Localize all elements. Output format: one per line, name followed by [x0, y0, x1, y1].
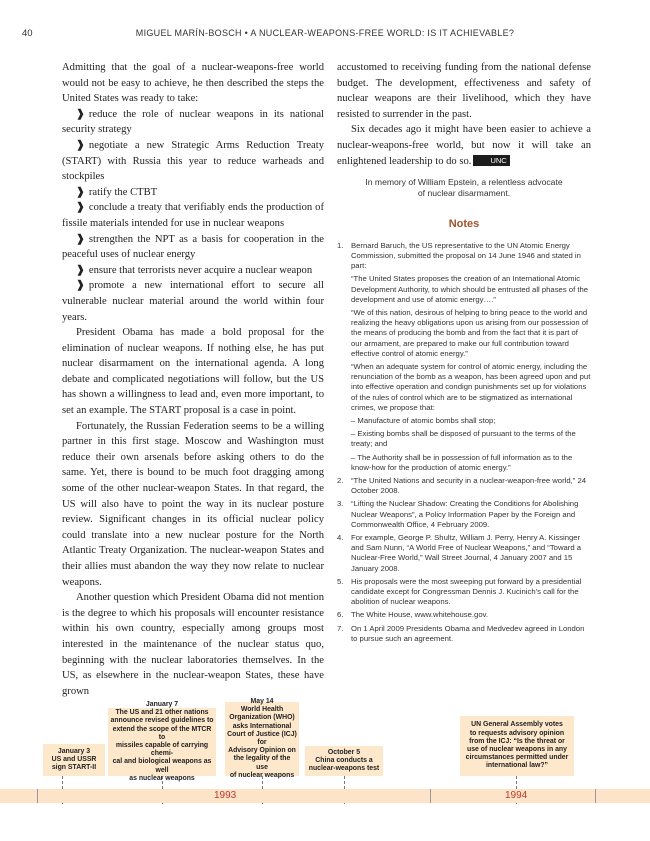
timeline-year: 1993	[214, 790, 237, 801]
note-item	[337, 610, 591, 620]
note-number: 6.	[337, 610, 344, 620]
list-item	[62, 138, 324, 185]
note-item	[337, 429, 591, 449]
note-number: 7.	[337, 623, 344, 633]
note-text: “The United States proposes the creation of an International Atomic Development Authority, to which should be entrusted all phases of the development and use of atomic energy….”	[351, 274, 589, 304]
bullet-icon: ❱	[76, 233, 85, 245]
note-text: The White House, www.whitehouse.gov.	[351, 610, 489, 620]
timeline-tick	[37, 789, 38, 803]
note-number: 2.	[337, 476, 344, 486]
note-text: – Manufacture of atomic bombs shall stop;	[351, 416, 496, 425]
paragraph: Admitting that the goal of a nuclear-weapons-free world would not be easy to achieve, he then described the steps the United States was ready to take:	[62, 62, 324, 105]
note-item	[337, 577, 591, 608]
note-item	[337, 362, 591, 413]
paragraph	[337, 122, 591, 169]
note-item	[337, 453, 591, 473]
note-text: “When an adequate system for control of atomic energy, including the renunciation of the bomb as a weapon, has been agreed upon and put into effective operation and condign punishments set up for violations of the rules of control which are to be stigmatized as international crimes, we propose that:	[351, 361, 591, 412]
page-number: 40	[22, 28, 33, 39]
notes-heading: Notes	[448, 218, 480, 231]
note-text: – The Authority shall be in possession of full information as to the know-how for the production of atomic energy.”	[351, 452, 573, 472]
paragraph: President Obama has made a bold proposal for the elimination of nuclear weapons. If nothing else, he has put nuclear disarmament on the international agenda. A long debate and complicated negotiations will follow, but the US has shown a willingness to lead and, even more important, to set an example. The START proposal is a case in point.	[62, 327, 324, 417]
unc-badge: UNC	[473, 155, 509, 166]
bullet-icon: ❱	[76, 108, 85, 120]
paragraph: Another question which President Obama did not mention is the degree to which his proposals will encounter resistance within his own country, especially among groups most interested in the maintenance of the nuclear status quo, beginning with the nuclear laboratories themselves. In the US, as elsewhere in the nuclear-weapon States, these have grown	[62, 592, 324, 697]
timeline-event-text: October 5 China conducts a nuclear-weapons test	[308, 748, 380, 773]
bullet-icon: ❱	[76, 186, 85, 198]
timeline-band	[0, 789, 650, 803]
bullet-icon: ❱	[76, 264, 85, 276]
running-head: MIGUEL MARÍN-BOSCH • A NUCLEAR-WEAPONS-FREE WORLD: IS IT ACHIEVABLE?	[135, 28, 515, 38]
note-item	[337, 241, 591, 272]
note-number: 5.	[337, 576, 344, 586]
bullet-icon: ❱	[76, 139, 85, 151]
paragraph-text: Six decades ago it might have been easier to achieve a nuclear-weapons-free world, but now it will take an enlightened leadership to do so.	[337, 124, 591, 167]
list-item-text: reduce the role of nuclear weapons in its national security strategy	[62, 108, 324, 136]
note-text: On 1 April 2009 Presidents Obama and Medvedev agreed in London to pursue such an agreement.	[351, 623, 585, 643]
timeline-event	[460, 716, 574, 776]
note-item	[337, 416, 591, 426]
timeline-event-text: January 7 The US and 21 other nations announce revised guidelines to extend the scope of the MTCR to missiles capable of carrying chemi- cal and biological weapons as well as nuclear weapons	[110, 700, 214, 782]
note-text: “Lifting the Nuclear Shadow: Creating the Conditions for Abolishing Nuclear Weapons”, a Policy Information Paper by the Foreign and Commonwealth Office, 4 February 2009.	[351, 499, 579, 529]
note-text: “We of this nation, desirous of helping to bring peace to the world and realizing the heavy obligations upon us arising from our possession of the means of producing the bomb and from the fact that it is part of our armament, are prepared to make our full contribution toward effective control of atomic energy.”	[351, 307, 589, 358]
list-item	[62, 263, 324, 279]
list-item	[62, 185, 324, 201]
list-item-text: promote a new international effort to secure all vulnerable nuclear material around the world within four years.	[62, 280, 324, 323]
dedication-line: of nuclear disarmament.	[417, 188, 511, 199]
note-text: His proposals were the most sweeping put forward by a presidential candidate except for Congressman Dennis J. Kucinich’s call for the abolition of nuclear weapons.	[351, 576, 582, 607]
right-column	[337, 60, 591, 647]
timeline-tick	[595, 789, 596, 803]
note-text: – Existing bombs shall be disposed of pursuant to the terms of the treaty; and	[351, 429, 576, 449]
timeline-event	[43, 744, 105, 776]
list-item	[62, 278, 324, 325]
timeline-event-text: January 3 US and USSR sign START-II	[51, 747, 97, 772]
list-item	[62, 107, 324, 138]
note-item	[337, 308, 591, 359]
timeline-tick	[430, 789, 431, 803]
list-item-text: strengthen the NPT as a basis for cooperation in the peaceful uses of nuclear energy	[62, 233, 324, 261]
note-item	[337, 499, 591, 530]
dedication	[337, 177, 591, 199]
bullet-icon: ❱	[76, 280, 85, 292]
note-number: 1.	[337, 240, 344, 250]
timeline-event-text: May 14 World Health Organization (WHO) asks International Court of Justice (ICJ) for Advisory Opinion on the legality of the use of nuclear weapons	[227, 697, 297, 779]
note-item	[337, 533, 591, 574]
timeline-event	[225, 697, 299, 779]
list-item-text: negotiate a new Strategic Arms Reduction Treaty (START) with Russia this year to reduce warheads and stockpiles	[62, 139, 324, 183]
note-number: 3.	[337, 499, 344, 509]
paragraph: accustomed to receiving funding from the national defense budget. The development, effectiveness and safety of nuclear weapons are their livelihood, which they have resisted to surrender in the past.	[337, 62, 591, 120]
list-item	[62, 200, 324, 231]
list-item-text: ratify the CTBT	[88, 186, 158, 198]
left-column	[62, 60, 324, 699]
note-text: “The United Nations and security in a nuclear-weapon-free world,” 24 October 2008.	[351, 476, 587, 496]
note-item	[337, 476, 591, 496]
timeline-event	[108, 700, 216, 782]
bullet-icon: ❱	[76, 202, 85, 214]
note-item	[337, 274, 591, 305]
list-item	[62, 232, 324, 263]
note-item	[337, 624, 591, 644]
note-text: Bernard Baruch, the US representative to the UN Atomic Energy Commission, submitted the proposal on 14 June 1946 and stated in part:	[351, 240, 581, 271]
list-item-text: conclude a treaty that verifiably ends the production of fissile materials intended for use in nuclear weapons	[62, 202, 324, 229]
paragraph: Fortunately, the Russian Federation seems to be a willing partner in this first stage. Moscow and Washington must reduce their own arsenals before asking others to do the same. Yet, there is bound to be much foot dragging among some of the other nuclear-weapon States. In that regard, the US will also have to point the way in its nuclear posture review. Significant changes in its official nuclear policy could translate into a new nuclear posture for the North Atlantic Treaty Organization. The nuclear-weapon States and their allies must abandon the way they now relate to nuclear weapons.	[62, 420, 324, 588]
note-number: 4.	[337, 533, 344, 543]
timeline-year: 1994	[505, 790, 528, 801]
timeline-event	[305, 746, 383, 776]
dedication-line: In memory of William Epstein, a relentless advocate	[365, 177, 563, 188]
timeline-event-text: UN General Assembly votes to requests advisory opinion from the ICJ: “Is the threat or use of nuclear weapons in any circumstances permitted under international law?”	[465, 721, 569, 770]
note-text: For example, George P. Shultz, William J. Perry, Henry A. Kissinger and Sam Nunn, “A World Free of Nuclear Weapons,” and “Toward a Nuclear-Free World,” Wall Street Journal, 4 January 2007 and 15 January 2008.	[351, 533, 582, 573]
list-item-text: ensure that terrorists never acquire a nuclear weapon	[88, 264, 313, 276]
notes-list	[337, 241, 591, 644]
